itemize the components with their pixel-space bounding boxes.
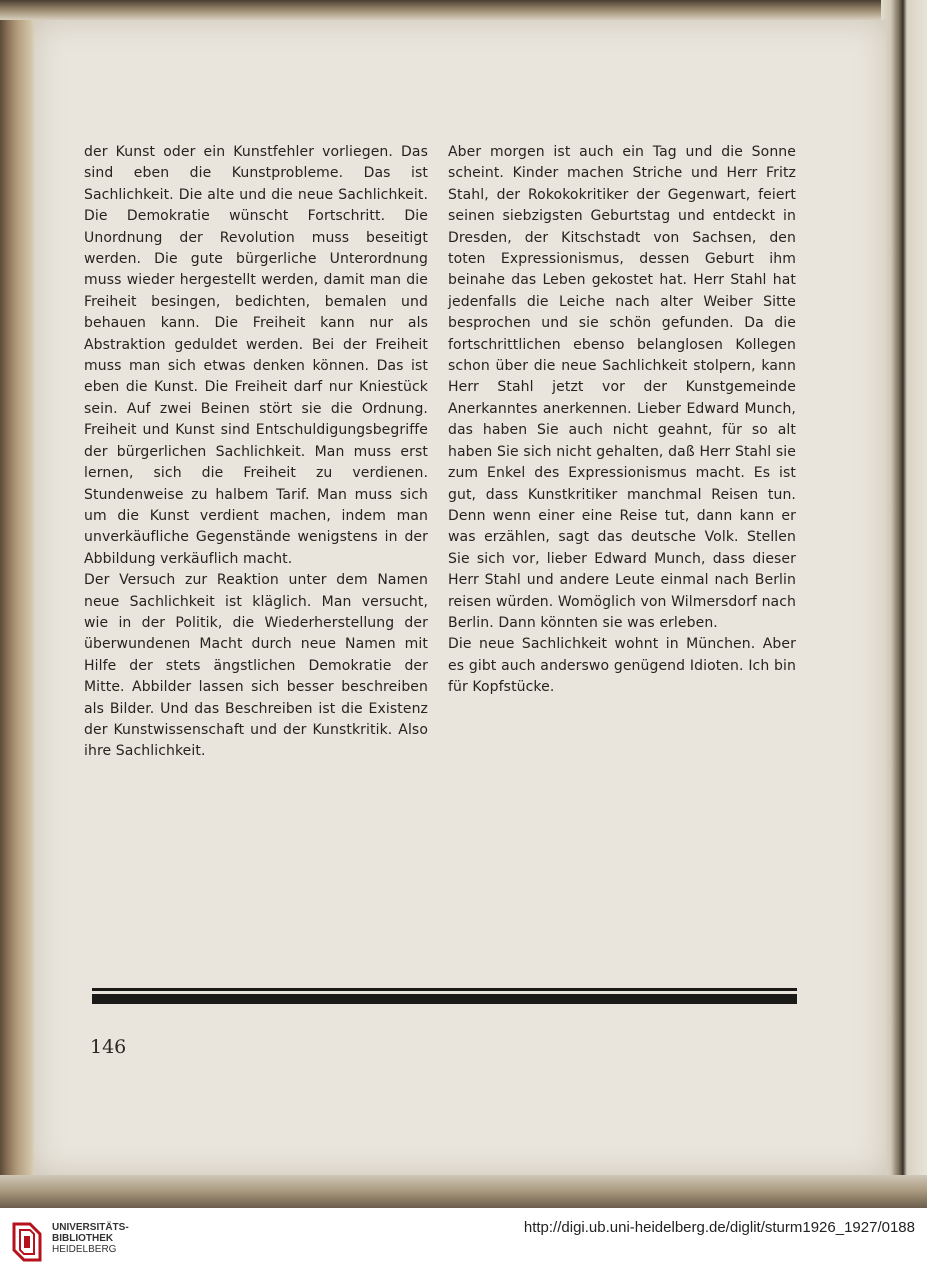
book-right-edge — [881, 0, 927, 1208]
left-paragraph-2: Der Versuch zur Reaktion unter dem Namen neue Sachlichkeit ist kläglich. Man versucht, wie in der Politik, die Wiederherstellung der überwundenen Macht durch neue Namen mit Hilfe der stets ängstlichen Demokratie der Mitte. Abbilder lassen sich besser beschreiben als Bilder. Und das Beschreiben ist die Existenz der Kunstwissenschaft und der Kunstkritik. Also ihre Sachlichkeit. — [84, 572, 428, 760]
right-paragraph-1: Aber morgen ist auch ein Tag und die Sonne scheint. Kinder machen Striche und Herr Fritz Stahl, der Rokokokritiker der Gegenwart, feiert seinen siebzigsten Geburtstag und entdeckt in Dresden, der Kitschstadt von Sachsen, den toten Expressionismus, dessen Geburt ihm beinahe das Leben gekostet hat. Herr Stahl hat jedenfalls die Leiche nach alter Weiber Sitte besprochen und sie schön gefunden. Da die fortschrittlichen ebenso belanglosen Kollegen schon über die neue Sachlichkeit stolpern, kann Herr Stahl jetzt vor der Kunstgemeinde Anerkanntes anerkennen. Lieber Edward Munch, das haben Sie auch nicht geahnt, für so alt haben Sie sich nicht gehalten, daß Herr Stahl sie zum Enkel des Expressionismus macht. Es ist gut, dass Kunstkritiker manchmal Reisen tun. Denn wenn einer eine Reise tut, dann kann er was erzählen, sagt das deutsche Volk. Stellen Sie sich vor, lieber Edward Munch, dass dieser Herr Stahl und andere Leute einmal nach Berlin reisen würden. Womöglich von Wilmersdorf nach Berlin. Dann könnten sie was erleben. — [448, 144, 796, 631]
divider-thick-rule — [92, 994, 797, 1004]
right-text-column — [448, 142, 796, 699]
book-bottom-edge — [0, 1175, 927, 1208]
book-top-edge — [0, 0, 927, 20]
page-number: 146 — [90, 1036, 127, 1058]
divider-thin-rule — [92, 988, 797, 991]
left-text-column — [84, 142, 428, 763]
right-paragraph-2: Die neue Sachlichkeit wohnt in München. Aber es gibt auch anderswo genügend Idioten. Ich bin für Kopfstücke. — [448, 636, 796, 696]
library-logo-icon[interactable] — [10, 1216, 46, 1264]
library-name-line3: HEIDELBERG — [52, 1244, 117, 1255]
library-name-line1: UNIVERSITÄTS- — [52, 1222, 129, 1233]
viewer-footer — [0, 1208, 927, 1273]
library-name[interactable] — [52, 1222, 129, 1255]
source-url[interactable]: http://digi.ub.uni-heidelberg.de/diglit/sturm1926_1927/0188 — [523, 1219, 915, 1236]
left-paragraph-1: der Kunst oder ein Kunstfehler vorliegen. Das sind eben die Kunstprobleme. Das ist Sachlichkeit. Die alte und die neue Sachlichkeit. Die Demokratie wünscht Fortschritt. Die Unordnung der Revolution muss beseitigt werden. Die gute bürgerliche Unterordnung muss wieder hergestellt werden, damit man die Freiheit besingen, bedichten, bemalen und behauen kann. Die Freiheit kann nur als Abstraktion geduldet werden. Bei der Freiheit muss man sich etwas denken können. Das ist eben die Kunst. Die Freiheit darf nur Kniestück sein. Auf zwei Beinen stört sie die Ordnung. Freiheit und Kunst sind Entschuldigungsbegriffe der bürgerlichen Sachlichkeit. Man muss erst lernen, sich die Freiheit zu verdienen. Stundenweise zu halbem Tarif. Man muss sich um die Kunst verdient machen, indem man unverkäufliche Gegenstände wenigstens in der Abbildung verkäuflich macht. — [84, 144, 428, 567]
library-name-line2: BIBLIOTHEK — [52, 1233, 114, 1244]
